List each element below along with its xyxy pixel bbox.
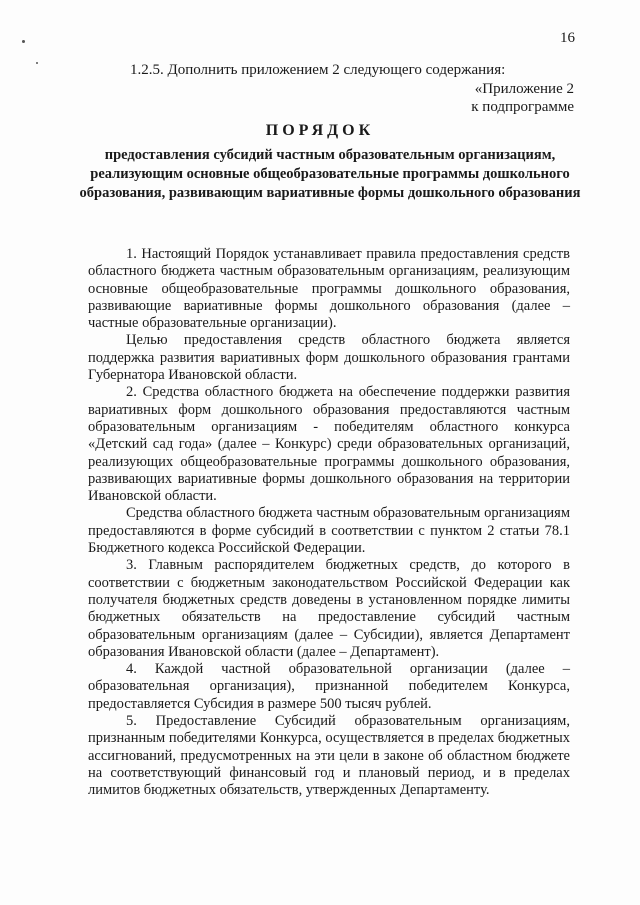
paragraph-1-goal: Целью предоставления средств областного бюджета является поддержка развития вариативных форм дошкольного образования грантами Губернатора Ивановской области. xyxy=(88,332,570,384)
page-number: 16 xyxy=(560,30,575,46)
document-subtitle: предоставления субсидий частным образовательным организациям, реализующим основные общеобразовательные программы дошкольного образования, развивающим вариативные формы дошкольного образования xyxy=(79,147,581,201)
paragraph-3: 3. Главным распорядителем бюджетных средств, до которого в соответствии с бюджетным законодательством Российской Федерации как получателя бюджетных средств доведены в установленном порядке лимиты бюджетных обязательств на предоставление субсидий частным образовательным организациям (далее – Субсидии), является Департамент образования Ивановской области (далее – Департамент). xyxy=(88,557,570,660)
paragraph-2: 2. Средства областного бюджета на обеспечение поддержки развития вариативных форм дошкольного образования предоставляются частным образовательным организациям - победителям областного конкурса «Детский сад года» (далее – Конкурс) среди образовательных организаций, реализующих общеобразовательные программы дошкольного образования, развивающих вариативные формы дошкольного образования на территории Ивановской области. xyxy=(88,384,570,505)
document-title: ПОРЯДОК xyxy=(265,122,375,139)
paragraph-4: 4. Каждой частной образовательной организации (далее – образовательная организация), признанной победителем Конкурса, предоставляется Субсидия в размере 500 тысяч рублей. xyxy=(88,661,570,712)
appendix-line-1: «Приложение 2 xyxy=(474,81,574,97)
paragraph-5: 5. Предоставление Субсидий образовательным организациям, признанным победителями Конкурса, осуществляется в пределах бюджетных ассигнований, предусмотренных на эти цели в законе об областном бюджете на соответствующий финансовый год и плановый период, и в пределах лимитов бюджетных обязательств, утвержденных Департаменту. xyxy=(88,713,570,799)
appendix-line-2: к подпрограмме xyxy=(471,99,574,115)
scan-speck xyxy=(36,62,38,64)
document-body xyxy=(88,246,570,800)
appendix-reference xyxy=(471,80,574,116)
paragraph-2-funds: Средства областного бюджета частным образовательным организациям предоставляются в форме субсидий в соответствии с пунктом 2 статьи 78.1 Бюджетного кодекса Российской Федерации. xyxy=(88,505,570,557)
paragraph-1: 1. Настоящий Порядок устанавливает правила предоставления средств областного бюджета частным образовательным организациям, реализующим основные общеобразовательные программы дошкольного образования, развивающие вариативные формы дошкольного образования (далее – частные образовательные организации). xyxy=(88,246,570,332)
scan-speck xyxy=(22,40,25,43)
intro-line: 1.2.5. Дополнить приложением 2 следующего содержания: xyxy=(130,62,506,78)
